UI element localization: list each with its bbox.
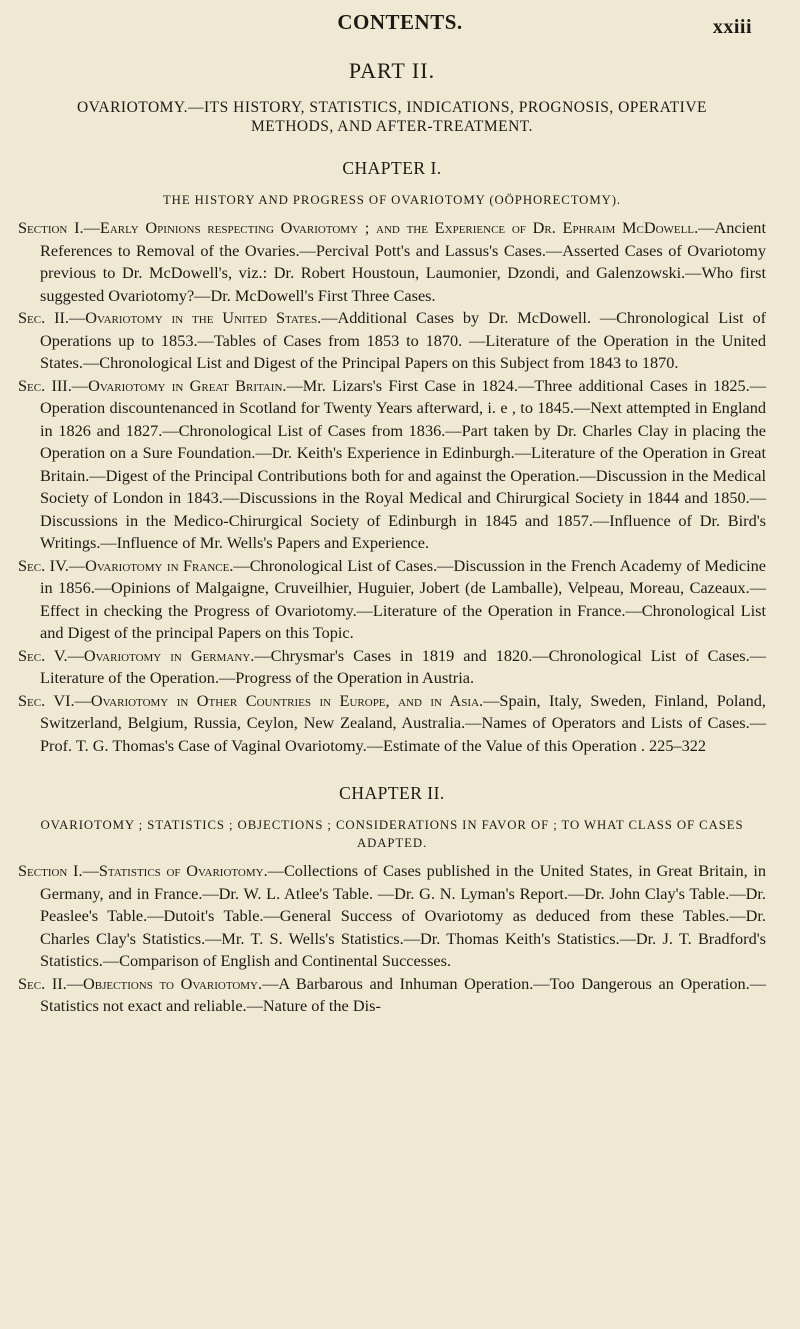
section-label: Sec. V. [18,645,68,665]
running-title: CONTENTS. [337,10,463,34]
section-heading: —Ovariotomy in the United States. [69,308,322,327]
section-label: Sec. III. [18,375,72,395]
chapter-subtitle: OVARIOTOMY ; STATISTICS ; OBJECTIONS ; CONSIDERATIONS IN FAVOR OF ; TO WHAT CLASS OF CASES ADAPTED. [40,818,744,850]
section-entry [18,645,766,690]
section-label: Sec. II. [18,308,69,327]
running-head [0,10,800,40]
section-label: Section I. [18,218,84,237]
contents-body [18,58,766,1018]
section-heading: —Ovariotomy in Other Countries in Europe, and in Asia. [74,690,484,710]
section-heading: —Ovariotomy in Germany. [67,645,255,665]
section-label: Section I. [18,861,83,880]
page-number: xxiii [712,16,752,38]
chapter-title: CHAPTER I. [342,158,442,178]
section-entry [18,217,766,307]
section-entry [18,375,766,555]
section-entry [18,973,766,1018]
section-label: Sec. II. [18,973,67,993]
section-heading: —Ovariotomy in France. [68,555,234,575]
section-body: —Collections of Cases published in the United States, in Great Britain, in Germany, and in France.—Dr. W. L. Atlee's Table. —Dr. G. N. Lyman's Report.—Dr. John Clay's Table.—Dr. Peaslee's Table.—Dutoit's Table.—General Success of Ovariotomy as deduced from these Tables.—Dr. Charles Clay's Statistics.—Mr. T. S. Wells's Statistics.—Dr. Thomas Keith's Statistics.—Dr. J. T. Bradford's Statistics.—Comparison of English and Continental Successes. [40,861,767,970]
section-label: Sec. VI. [18,690,75,710]
section-body: —A Barbarous and Inhuman Operation.—Too Dangerous an Operation.—Statistics not exact and reliable.—Nature of the Dis- [40,973,767,1015]
section-entry [18,690,766,758]
part-title: PART II. [348,58,436,83]
page-reference: . 225–322 [640,735,707,755]
section-heading: —Early Opinions respecting Ovariotomy ; and the Experience of Dr. Ephraim McDowell. [83,218,699,237]
section-label: Sec. IV. [18,555,69,575]
section-entry [18,860,766,973]
section-body: —Mr. Lizars's First Case in 1824.—Three additional Cases in 1825.—Operation discountenanced in Scotland for Twenty Years afterward, i. e , to 1845.—Next attempted in England in 1826 and 1827.—Chronological List of Cases from 1836.—Part taken by Dr. Charles Clay in placing the Operation on a Sure Foundation.—Dr. Keith's Experience in Edinburgh.—Literature of the Operation in Great Britain.—Digest of the Principal Contributions both for and against the Operation.—Discussion in the Medical Society of London in 1843.—Discussions in the Royal Medical and Chirurgical Society in 1844 and 1850.—Discussions in the Medico-Chirurgical Society of Edinburgh in 1845 and 1857.—Influence of Dr. Bird's Writings.—Influence of Mr. Wells's Papers and Experience. [40,375,766,552]
section-body: —Additional Cases by Dr. McDowell. —Chronological List of Operations up to 1853.—Tables of Cases from 1853 to 1870. —Literature of the Operation in the United States.—Chronological List and Digest of the Principal Papers on this Subject from 1843 to 1870. [40,308,767,372]
section-heading: —Objections to Ovariotomy. [66,973,263,993]
section-heading: —Statistics of Ovariotomy. [82,861,268,880]
section-body: —Chronological List of Cases.—Discussion in the French Academy of Medicine in 1856.—Opinions of Malgaigne, Cruveilhier, Huguier, Jobert (de Lamballe), Velpeau, Moreau, Cazeaux.—Effect in checking the Progress of Ovariotomy.—Literature of the Operation in France.—Chronological List and Digest of the principal Papers on this Topic. [40,555,767,642]
section-body: —Ancient References to Removal of the Ovaries.—Percival Pott's and Lassus's Cases.—Asserted Cases of Ovariotomy previous to Dr. McDowell's, viz.: Dr. Robert Houstoun, Laumonier, Dzondi, and Galenzowski.—Who first suggested Ovariotomy?—Dr. McDowell's First Three Cases. [40,218,766,305]
section-entry [18,555,766,645]
section-entry [18,307,766,375]
section-heading: —Ovariotomy in Great Britain. [71,375,287,395]
chapter-title: CHAPTER II. [339,783,445,803]
part-subtitle: OVARIOTOMY.—ITS HISTORY, STATISTICS, INDICATIONS, PROGNOSIS, OPERATIVE METHODS, AND AFTER-TREATMENT. [76,99,708,135]
section-body: —Spain, Italy, Sweden, Finland, Poland, Switzerland, Belgium, Russia, Ceylon, New Zealand, Australia.—Names of Operators and Lists of Cases.—Prof. T. G. Thomas's Case of Vaginal Ovariotomy.—Estimate of the Value of this Operation [40,690,766,755]
section-body: —Chrysmar's Cases in 1819 and 1820.—Chronological List of Cases.—Literature of the Operation.—Progress of the Operation in Austria. [40,645,766,687]
chapter-subtitle: THE HISTORY AND PROGRESS OF OVARIOTOMY (OÖPHORECTOMY). [162,193,622,207]
chapter-spacer [18,757,766,783]
